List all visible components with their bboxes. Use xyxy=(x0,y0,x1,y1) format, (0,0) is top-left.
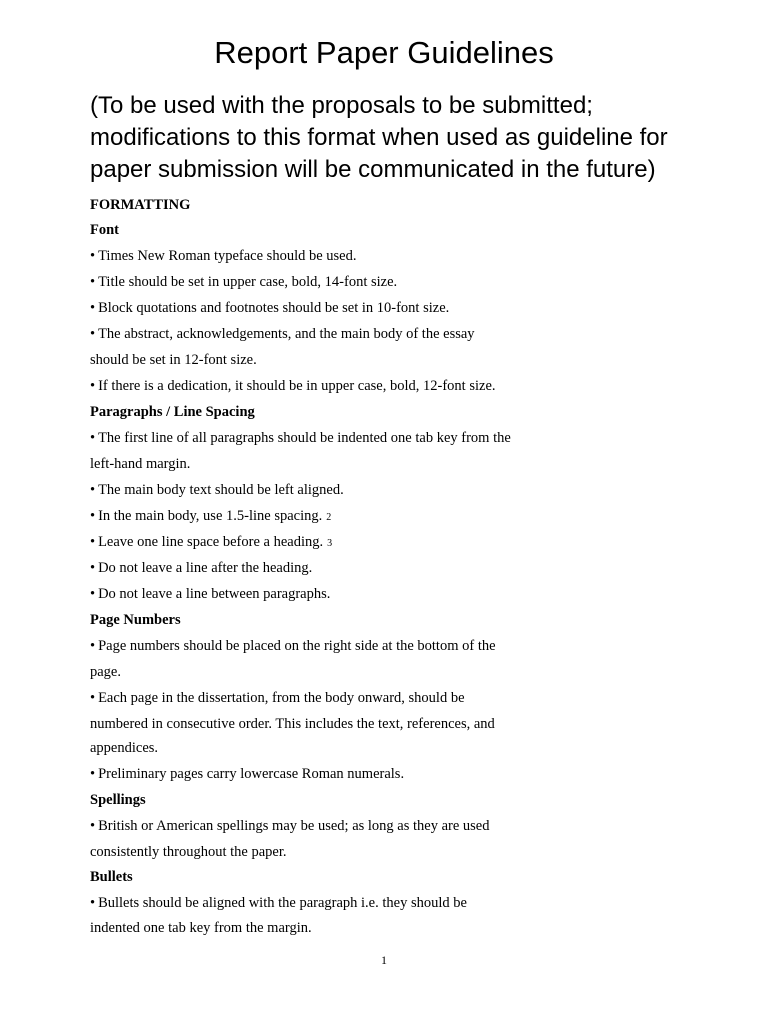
bullet-text: If there is a dedication, it should be in upper case, bold, 12-font size. xyxy=(98,378,496,394)
bullet-text: Preliminary pages carry lowercase Roman numerals. xyxy=(98,766,405,782)
bullet-item xyxy=(90,636,496,656)
bullet-item xyxy=(90,428,511,448)
bullet-text: Block quotations and footnotes should be set in 10-font size. xyxy=(98,300,450,316)
continuation-line: page. xyxy=(90,664,121,680)
bullet-text: Do not leave a line after the heading. xyxy=(98,560,313,576)
subheading-page-numbers: Page Numbers xyxy=(90,612,181,628)
bullet-glyph: • xyxy=(90,326,96,342)
bullet-item xyxy=(90,764,404,784)
continuation-line: appendices. xyxy=(90,740,159,756)
bullet-glyph: • xyxy=(90,430,96,446)
bullet-text: In the main body, use 1.5-line spacing. xyxy=(98,508,323,524)
bullet-glyph: • xyxy=(90,586,96,602)
bullet-item xyxy=(90,376,496,396)
bullet-glyph: • xyxy=(90,638,96,654)
bullet-glyph: • xyxy=(90,818,96,834)
bullet-item xyxy=(90,272,397,292)
page-number: 1 xyxy=(381,953,387,967)
subheading-font: Font xyxy=(90,222,119,238)
bullet-text: The main body text should be left aligned. xyxy=(98,482,344,498)
bullet-text: Leave one line space before a heading. xyxy=(98,534,324,550)
bullet-glyph: • xyxy=(90,508,96,524)
bullet-text: Do not leave a line between paragraphs. xyxy=(98,586,331,602)
bullet-text: Title should be set in upper case, bold, 14-font size. xyxy=(98,274,398,290)
bullet-glyph: • xyxy=(90,690,96,706)
bullet-glyph: • xyxy=(90,274,96,290)
bullet-glyph: • xyxy=(90,895,96,911)
document-subtitle: (To be used with the proposals to be submitted; modifications to this format when used as guideline for paper submission will be communicated in the future) xyxy=(90,92,668,183)
continuation-line: indented one tab key from the margin. xyxy=(90,920,312,936)
bullet-item xyxy=(90,532,332,554)
bullet-item xyxy=(90,506,331,528)
continuation-line: consistently throughout the paper. xyxy=(90,844,287,860)
bullet-item xyxy=(90,584,330,604)
bullet-item xyxy=(90,558,312,578)
subheading-bullets: Bullets xyxy=(90,869,133,885)
bullet-glyph: • xyxy=(90,766,96,782)
bullet-text: The first line of all paragraphs should be indented one tab key from the xyxy=(98,430,511,446)
subheading-spellings: Spellings xyxy=(90,792,146,808)
continuation-line: numbered in consecutive order. This includes the text, references, and xyxy=(90,716,495,732)
bullet-text: British or American spellings may be used; as long as they are used xyxy=(98,818,490,834)
continuation-line: left-hand margin. xyxy=(90,456,191,472)
bullet-item xyxy=(90,298,449,318)
bullet-glyph: • xyxy=(90,378,96,394)
section-heading-formatting: FORMATTING xyxy=(90,197,191,213)
footnote-mark: 2 xyxy=(326,512,332,523)
bullet-glyph: • xyxy=(90,482,96,498)
continuation-line: should be set in 12-font size. xyxy=(90,352,257,368)
bullet-item xyxy=(90,893,467,913)
bullet-text: Page numbers should be placed on the right side at the bottom of the xyxy=(98,638,496,654)
bullet-item xyxy=(90,324,475,344)
bullet-item xyxy=(90,480,344,500)
bullet-text: Each page in the dissertation, from the body onward, should be xyxy=(98,690,465,706)
bullet-text: The abstract, acknowledgements, and the main body of the essay xyxy=(98,326,475,342)
bullet-glyph: • xyxy=(90,560,96,576)
bullet-glyph: • xyxy=(90,300,96,316)
bullet-text: Times New Roman typeface should be used. xyxy=(98,248,357,264)
bullet-item xyxy=(90,816,490,836)
footnote-mark: 3 xyxy=(327,538,333,549)
bullet-text: Bullets should be aligned with the paragraph i.e. they should be xyxy=(98,895,467,911)
subheading-paragraphs-line-spacing: Paragraphs / Line Spacing xyxy=(90,404,255,420)
bullet-glyph: • xyxy=(90,534,96,550)
bullet-item xyxy=(90,688,465,708)
document-title: Report Paper Guidelines xyxy=(214,35,554,70)
bullet-item xyxy=(90,246,357,266)
bullet-glyph: • xyxy=(90,248,96,264)
